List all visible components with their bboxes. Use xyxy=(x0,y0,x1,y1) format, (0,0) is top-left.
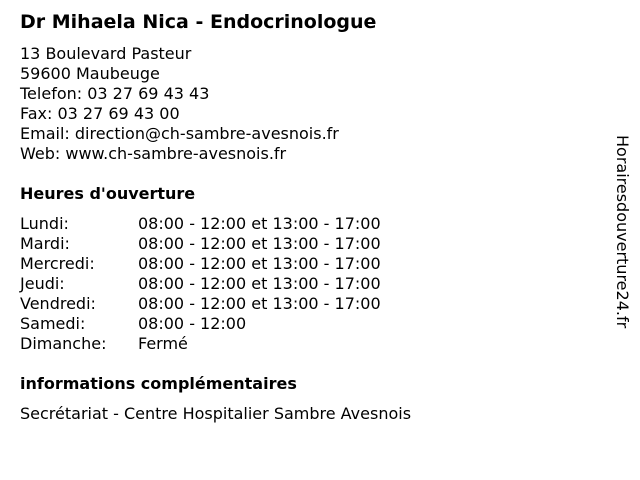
hours-time: 08:00 - 12:00 et 13:00 - 17:00 xyxy=(138,214,381,233)
hours-time: 08:00 - 12:00 et 13:00 - 17:00 xyxy=(138,294,381,313)
additional-info-text: Secrétariat - Centre Hospitalier Sambre Avesnois xyxy=(20,404,412,423)
website: Web: www.ch-sambre-avesnois.fr xyxy=(20,144,287,163)
hours-time: Fermé xyxy=(138,334,188,353)
hours-day: Dimanche: xyxy=(20,334,107,353)
address-city: 59600 Maubeuge xyxy=(20,64,160,83)
contact-block xyxy=(20,44,339,164)
site-watermark: Horairesdouverture24.fr xyxy=(613,135,632,329)
phone-number: Telefon: 03 27 69 43 43 xyxy=(20,84,210,103)
additional-info-heading: informations complémentaires xyxy=(20,374,297,393)
hours-day: Vendredi: xyxy=(20,294,96,313)
email-address: Email: direction@ch-sambre-avesnois.fr xyxy=(20,124,339,143)
hours-day: Mardi: xyxy=(20,234,70,253)
address-street: 13 Boulevard Pasteur xyxy=(20,44,192,63)
opening-hours-heading: Heures d'ouverture xyxy=(20,184,196,203)
hours-day: Lundi: xyxy=(20,214,69,233)
hours-day: Mercredi: xyxy=(20,254,95,273)
page-title: Dr Mihaela Nica - Endocrinologue xyxy=(20,11,377,33)
hours-time: 08:00 - 12:00 et 13:00 - 17:00 xyxy=(138,254,381,273)
hours-day: Jeudi: xyxy=(20,274,65,293)
hours-time: 08:00 - 12:00 et 13:00 - 17:00 xyxy=(138,234,381,253)
hours-time: 08:00 - 12:00 xyxy=(138,314,247,333)
fax-number: Fax: 03 27 69 43 00 xyxy=(20,104,180,123)
hours-time: 08:00 - 12:00 et 13:00 - 17:00 xyxy=(138,274,381,293)
hours-day: Samedi: xyxy=(20,314,86,333)
